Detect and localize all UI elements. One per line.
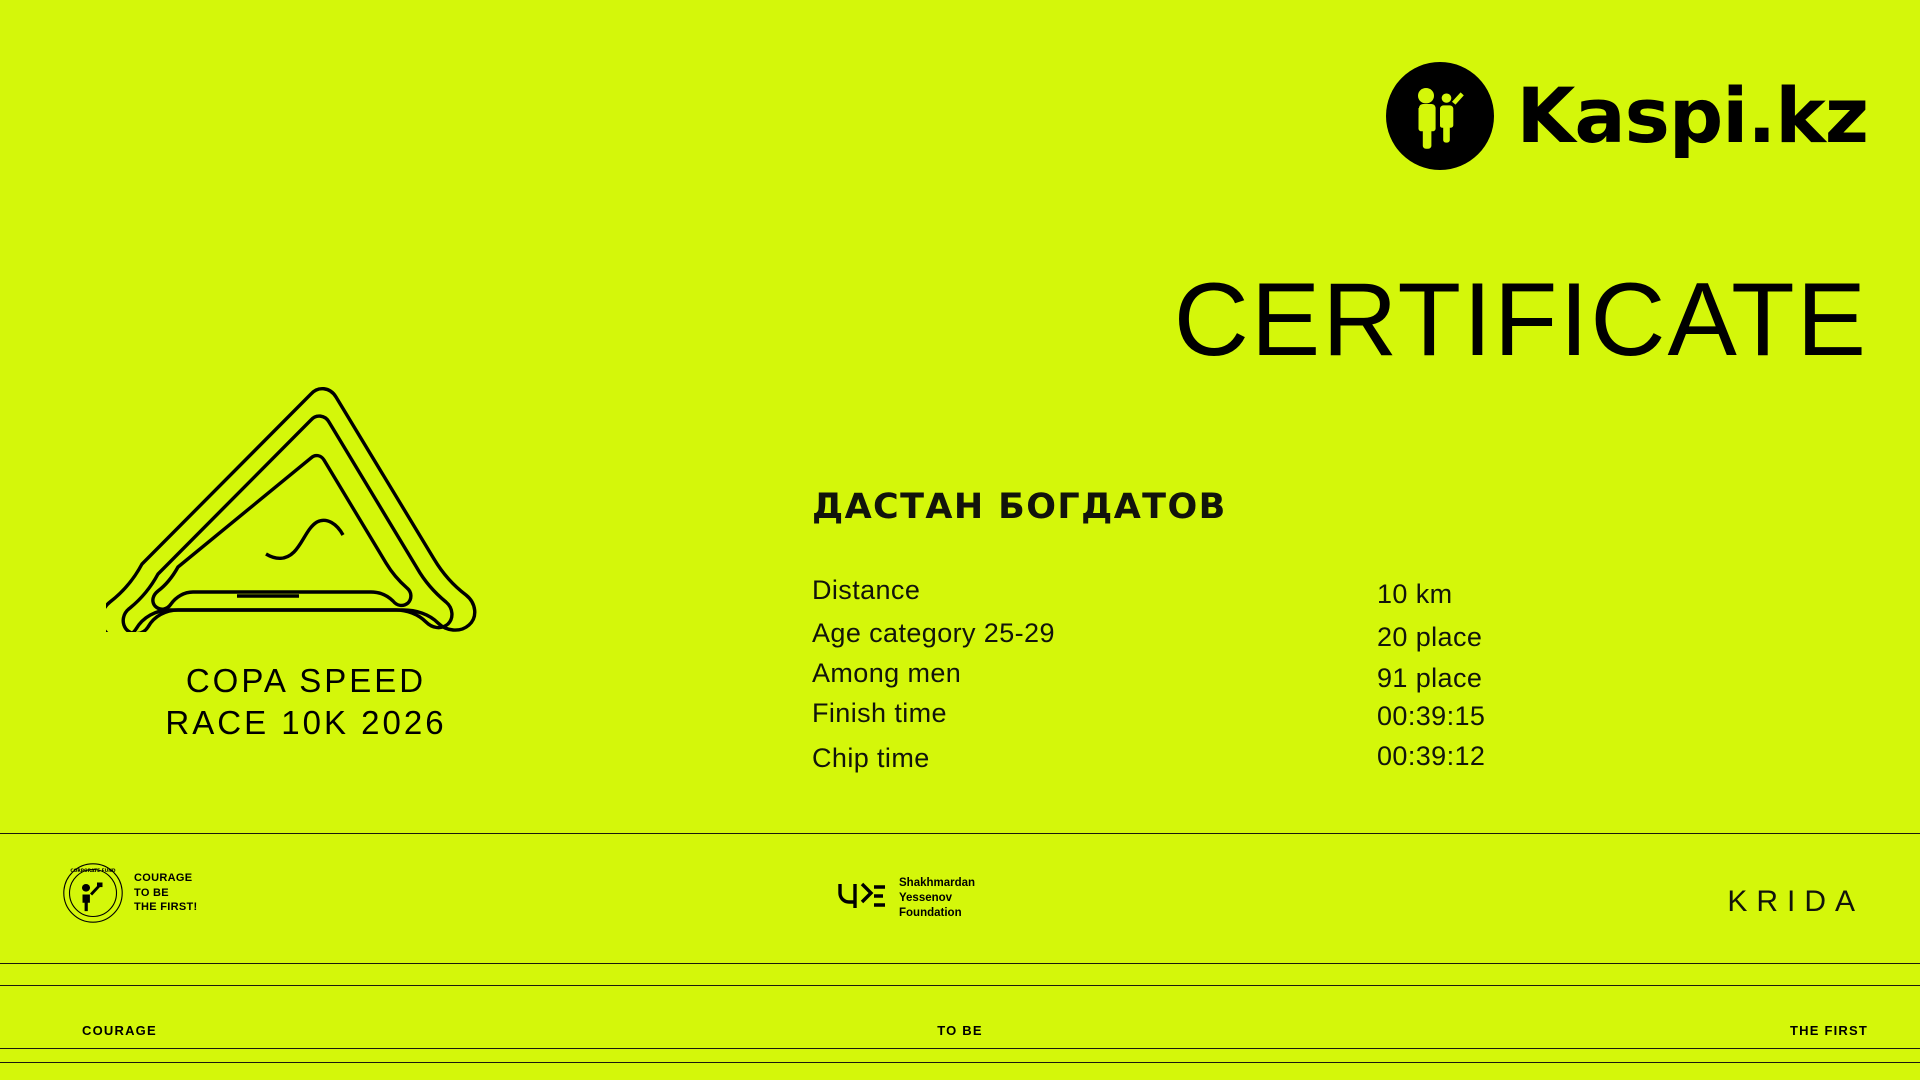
result-value: 00:39:12: [1377, 741, 1486, 771]
race-track-outline-icon: [96, 382, 516, 632]
slogan-left: COURAGE: [82, 1022, 157, 1038]
courage-line-1: COURAGE: [134, 871, 193, 884]
kaspi-logo: [1386, 62, 1868, 170]
divider-slogan-bottom: [0, 1048, 1920, 1049]
athlete-name: ДАСТАН БОГДАТОВ: [812, 487, 1227, 527]
partner-krida: KRIDA: [1727, 885, 1864, 918]
result-label: Among men: [812, 658, 962, 688]
yessenov-label: [899, 876, 975, 922]
result-label: Age category 25-29: [812, 618, 1055, 648]
page-title: CERTIFICATE: [1173, 262, 1868, 378]
courage-line-2: TO BE: [134, 886, 169, 899]
yessenov-line-1: Shakhmardan: [899, 877, 976, 889]
result-value: 10 km: [1377, 579, 1453, 609]
divider-footer: [0, 1062, 1920, 1063]
race-emblem: [96, 382, 516, 744]
svg-text:CORPORATE FUND: CORPORATE FUND: [70, 869, 116, 874]
partner-yessenov-foundation: [836, 876, 975, 922]
courage-fund-label: [134, 871, 198, 916]
result-value: 20 place: [1377, 622, 1483, 652]
divider-partners-bottom: [0, 963, 1920, 964]
table-row: [812, 698, 1642, 729]
footer-slogan: [0, 1016, 1920, 1044]
result-value: 91 place: [1377, 663, 1483, 693]
race-name: [96, 660, 516, 744]
yessenov-line-3: Foundation: [899, 907, 962, 920]
table-row: [812, 658, 1642, 693]
kaspi-runner-icon: [1386, 62, 1494, 170]
race-name-line-2: RACE 10K 2026: [165, 704, 447, 742]
race-name-line-1: COPA SPEED: [185, 662, 427, 699]
slogan-middle: TO BE: [937, 1022, 983, 1038]
kaspi-wordmark: Kaspi.kz: [1516, 71, 1868, 160]
result-label: Chip time: [812, 743, 930, 773]
corporate-fund-seal-icon: [62, 862, 124, 924]
partner-courage-fund: [62, 862, 198, 924]
divider-slogan-top: [0, 985, 1920, 986]
table-row: [812, 743, 1642, 774]
slogan-right: THE FIRST: [1790, 1022, 1868, 1038]
results-table: [812, 575, 1642, 786]
yessenov-monogram-icon: [836, 878, 888, 919]
divider-top: [0, 833, 1920, 834]
result-label: Finish time: [812, 698, 947, 728]
table-row: [812, 618, 1642, 652]
table-row: [812, 575, 1642, 609]
result-value: 00:39:15: [1377, 701, 1486, 731]
result-label: Distance: [812, 575, 921, 605]
yessenov-line-2: Yessenov: [899, 892, 953, 905]
courage-line-3: THE FIRST!: [134, 901, 198, 914]
